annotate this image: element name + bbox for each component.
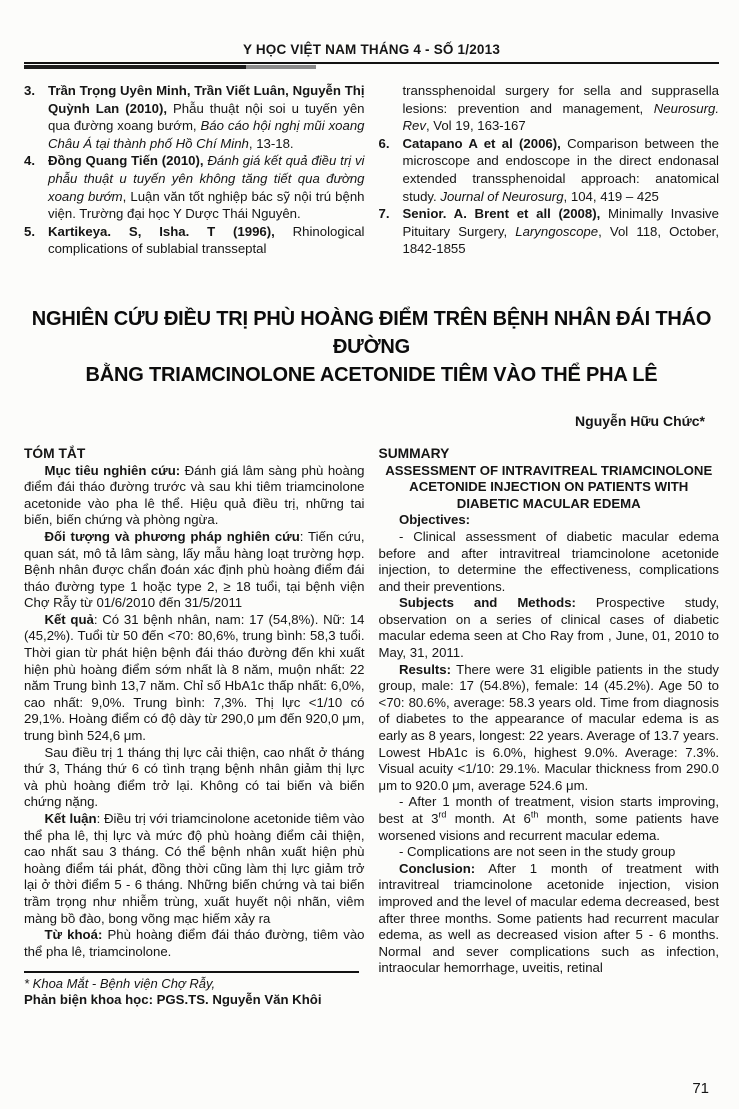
abstract-section	[24, 446, 719, 1009]
reference-number	[379, 82, 403, 135]
abstract-paragraph: Mục tiêu nghiên cứu: Đánh giá lâm sàng phù hoàng điểm đái tháo đường trước và sau khi tiêm triamcinolone acetonide vào pha lê thể. Hiệu quả điều trị, những tai biến, biến chứng và phòng ngừa.	[24, 462, 365, 528]
footnote-rule	[24, 971, 359, 973]
summary-paragraph: Conclusion: After 1 month of treatment with intravitreal triamcinolone acetonide injection, vision improved and the level of macular edema decreased, best after three months. Some patients had recurrent macular edema, as well as decreased vision after 5 - 6 months. Normal and sever complications such as infection, intraocular hemorrhage, uveitis, retinal	[378, 860, 719, 976]
reference-number: 5.	[24, 223, 35, 239]
reference-item-continuation	[379, 82, 720, 135]
reference-number: 4.	[24, 153, 35, 169]
author-name: Nguyễn Hữu Chức*	[575, 412, 705, 429]
header-rule	[24, 62, 719, 64]
abstract-paragraph: Từ khoá: Phù hoàng điểm đái tháo đường, tiêm vào thể pha lê, triamcinolone.	[24, 927, 365, 959]
abstract-vi-column	[24, 446, 365, 1009]
references-section	[24, 82, 719, 258]
reference-item	[379, 205, 720, 258]
author-affiliation: * Khoa Mắt - Bệnh viện Chợ Rẫy,	[24, 975, 216, 991]
reference-number: 7.	[378, 206, 390, 222]
footnote-block	[24, 971, 365, 1009]
reference-text: Kartikeya. S, Isha. T (1996), Rhinological complications of sublabial transseptal	[48, 223, 365, 257]
reference-item	[24, 223, 365, 258]
article-title-block	[24, 305, 719, 429]
reference-text: Đồng Quang Tiến (2010), Đánh giá kết quả điều trị vi phẫu thuật u tuyến yên không tăng tiết qua đường xoang bướm, Luận văn tốt nghiệp bác sỹ nội trú bệnh viện. Trường đại học Y Dược Thái Nguyên.	[48, 153, 365, 222]
summary-paragraph: Subjects and Methods: Prospective study, observation on a series of clinical cases of diabetic macular edema seen at Cho Ray from , June, 01, 2010 to May, 31, 2011.	[378, 595, 720, 661]
journal-title: Y HỌC VIỆT NAM THÁNG 4 - SỐ 1/2013	[242, 42, 501, 57]
abstract-paragraph: Kết luận: Điều trị với triamcinolone acetonide tiêm vào thể pha lê, thị lực và mức độ phù hoàng điểm cải thiện, cao nhất sau 3 tháng. Có thể bệnh nhân xuất hiện phù hoàng điểm tái phát, đồng thời cũng làm thị lực giảm trở lại ở thời điểm 5 - 6 tháng. Những biến chứng và tai biến trầm trọng như nhiễm trùng, xuất huyết nội nhãn, viêm màng bồ đào, bong võng mạc hiếm xảy ra	[24, 811, 365, 926]
references-left-column	[24, 82, 365, 258]
references-right-column	[379, 82, 720, 258]
article-title-line-2: BẰNG TRIAMCINOLONE ACETONIDE TIÊM VÀO THỂ PHA LÊ	[85, 363, 658, 386]
header-rule-artifact	[24, 65, 316, 69]
summary-paragraph: - After 1 month of treatment, vision starts improving, best at 3rd month. At 6th month, some patients have worsened visions and recurrent macular edema.	[378, 794, 719, 843]
page-number: 71	[692, 1080, 709, 1097]
article-title-line-1: NGHIÊN CỨU ĐIỀU TRỊ PHÙ HOÀNG ĐIỂM TRÊN BỆNH NHÂN ĐÁI THÁO ĐƯỜNG	[31, 307, 712, 358]
abstract-paragraph: Kết quả: Có 31 bệnh nhân, nam: 17 (54,8%). Nữ: 14 (45,2%). Tuổi từ 50 đến <70: 80,6%, trung bình: 58,3 tuổi. Thời gian từ phát hiện bệnh đái tháo đường đến khi xuất hiện phù hoàng điểm sớm nhất là 8 năm, muộn nhất: 22 năm Trung bình 13,7 năm. Chỉ số HbA1c thấp nhất: 6,0%, cao nhất: 9,0%. Trung bình: 7,3%. Thị lực <1/10 có 29,1%. Hoàng điểm có độ dày từ 290,0 μm đến 920,0 μm, trung bình 524,6 μm.	[24, 611, 365, 744]
summary-paragraph: - Clinical assessment of diabetic macular edema before and after intravitreal triamcinolone acetonide injection, to determine the effectiveness, complications and their preventions.	[378, 528, 719, 594]
abstract-paragraph: Đối tượng và phương pháp nghiên cứu: Tiến cứu, quan sát, mô tả lâm sàng, lấy mẫu hàng loạt trường hợp. Bệnh nhân được chẩn đoán xác định phù hoàng điểm đái tháo đường type 1 hoặc type 2, ≥ 18 tuổi, tại bệnh viện Chợ Rẫy từ 01/6/2010 đến 31/5/2011	[24, 528, 365, 611]
summary-paragraph: Results: There were 31 eligible patients in the study group, male: 17 (54.8%), female: 14 (45.2%). Age 50 to <70: 80.6%, average: 58.3 years old. Time from diagnosis of diabetes to the appearance of macular edema is as early as 8 years, longest: 22 years. Average of 13.7 years. Lowest HbA1c is 6.0%, highest 9.0%. Average: 7.3%. Visual acuity <1/10: 29.1%. Macular thickness from 290.0 μm to 920.0 μm, average 524.6 μm.	[378, 661, 719, 793]
summary-paragraph: - Complications are not seen in the study group	[398, 844, 676, 860]
reference-text: transsphenoidal surgery for sella and supprasella lesions: prevention and management, Neurosurg. Rev, Vol 19, 163-167	[402, 83, 719, 134]
abstract-vi-heading: TÓM TẮT	[24, 445, 86, 461]
reference-number: 3.	[24, 83, 35, 98]
reference-text: Trần Trọng Uyên Minh, Trần Viết Luân, Nguyễn Thị Quỳnh Lan (2010), Phẫu thuật nội soi u tuyến yên qua đường xoang bướm, Báo cáo hội nghị mũi xoang Châu Á tại thành phố Hồ Chí Minh, 13-18.	[48, 83, 365, 151]
reference-item	[379, 135, 720, 205]
reference-text: Senior. A. Brent et all (2008), Minimally Invasive Pituitary Surgery, Laryngoscope, Vol 118, October, 1842-1855	[402, 206, 719, 257]
summary-paragraph: Objectives:	[398, 512, 471, 528]
summary-heading: SUMMARY	[378, 445, 450, 461]
abstract-paragraph: Sau điều trị 1 tháng thị lực cải thiện, cao nhất ở tháng thứ 3, Tháng thứ 6 có tình trạng bệnh nhân giảm thị lực và phù hoàng điểm trở lại. Không có tai biến và biến chứng nặng.	[24, 744, 365, 810]
reference-number: 6.	[378, 135, 390, 151]
scientific-reviewer: Phản biện khoa học: PGS.TS. Nguyễn Văn Khôi	[24, 992, 322, 1008]
reference-item	[24, 82, 365, 152]
summary-en-column	[379, 446, 720, 1009]
reference-item	[24, 152, 365, 222]
page-header	[24, 42, 719, 69]
reference-text: Catapano A et al (2006), Comparison between the microscope and endoscope in the direct endonasal extended transsphenoidal approach: anatomical study. Journal of Neurosurg, 104, 419 – 425	[402, 135, 720, 204]
summary-subtitle: ASSESSMENT OF INTRAVITREAL TRIAMCINOLONE ACETONIDE INJECTION ON PATIENTS WITH DIABETIC MACULAR EDEMA	[385, 462, 713, 511]
